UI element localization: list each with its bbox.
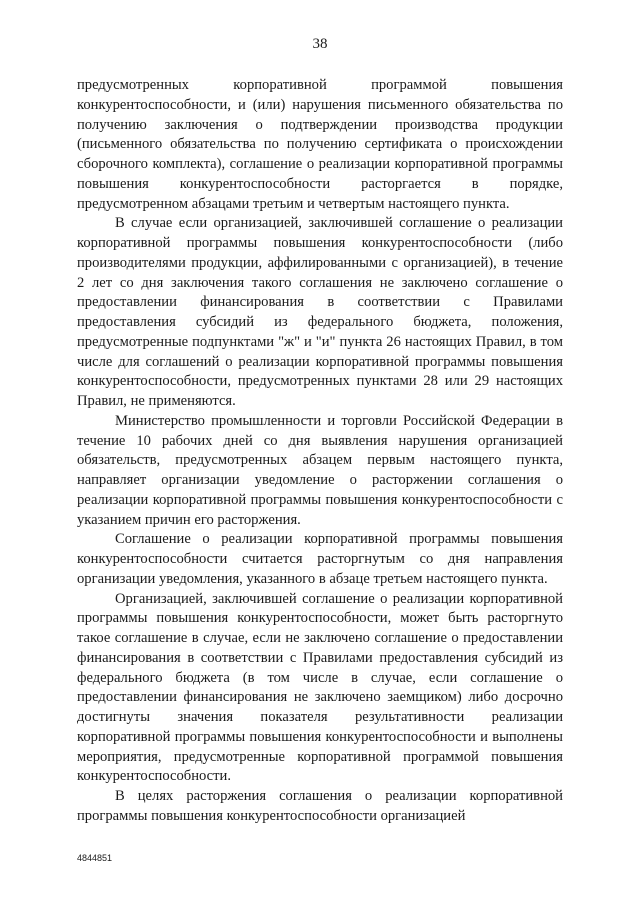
paragraph-organization-termination: Организацией, заключившей соглашение о реализации корпоративной программы повышения конкурентоспособности, может быть расторгнуто такое соглашение в случае, если не заключено соглашение о предоставлении финансирования в соответствии с Правилами предоставления субсидий из федерального бюджета (в том числе в случае, если соглашение о предоставлении финансирования не заключено заемщиком) либо досрочно достигнуты значения показателя результативности реализации корпоративной программы повышения конкурентоспособности и выполнены мероприятия, предусмотренные корпоративной программой повышения конкурентоспособности. (77, 590, 563, 785)
paragraph-agreement-terminated: Соглашение о реализации корпоративной программы повышения конкурентоспособности считается расторгнутым со дня направления организации уведомления, указанного в абзаце третьем настоящего пункта. (77, 531, 563, 587)
paragraph-ministry-notification: Министерство промышленности и торговли Российской Федерации в течение 10 рабочих дней со дня выявления нарушения организацией обязательств, предусмотренных абзацем первым настоящего пункта, направляет организации уведомление о расторжении соглашения о реализации корпоративной программы повышения конкурентоспособности с указанием причин его расторжения. (77, 412, 563, 528)
page-number: 38 (312, 36, 328, 52)
document-body (77, 76, 563, 827)
paragraph-continuation: предусмотренных корпоративной программой повышения конкурентоспособности, и (или) нарушения письменного обязательства по получению заключения о подтверждении производства продукции (письменного обязательства по получению сертификата о происхождении сборочного комплекта), соглашение о реализации корпоративной программы повышения конкурентоспособности расторгается в порядке, предусмотренном абзацами третьим и четвертым настоящего пункта. (77, 77, 563, 212)
paragraph-termination-purpose: В целях расторжения соглашения о реализации корпоративной программы повышения конкурентоспособности организацией (77, 788, 563, 824)
document-code: 4844851 (77, 853, 113, 863)
paragraph-contract-not-concluded: В случае если организацией, заключившей соглашение о реализации корпоративной программы повышения конкурентоспособности (либо производителями продукции, аффилированными с организацией), в течение 2 лет со дня заключения такого соглашения не заключено соглашение о предоставлении финансирования в соответствии с Правилами предоставления субсидий из федерального бюджета, положения, предусмотренные подпунктами "ж" и "и" пункта 26 настоящих Правил, в том числе для соглашений о реализации корпоративной программы повышения конкурентоспособности, предусмотренных пунктами 28 или 29 настоящих Правил, не применяются. (77, 215, 563, 409)
